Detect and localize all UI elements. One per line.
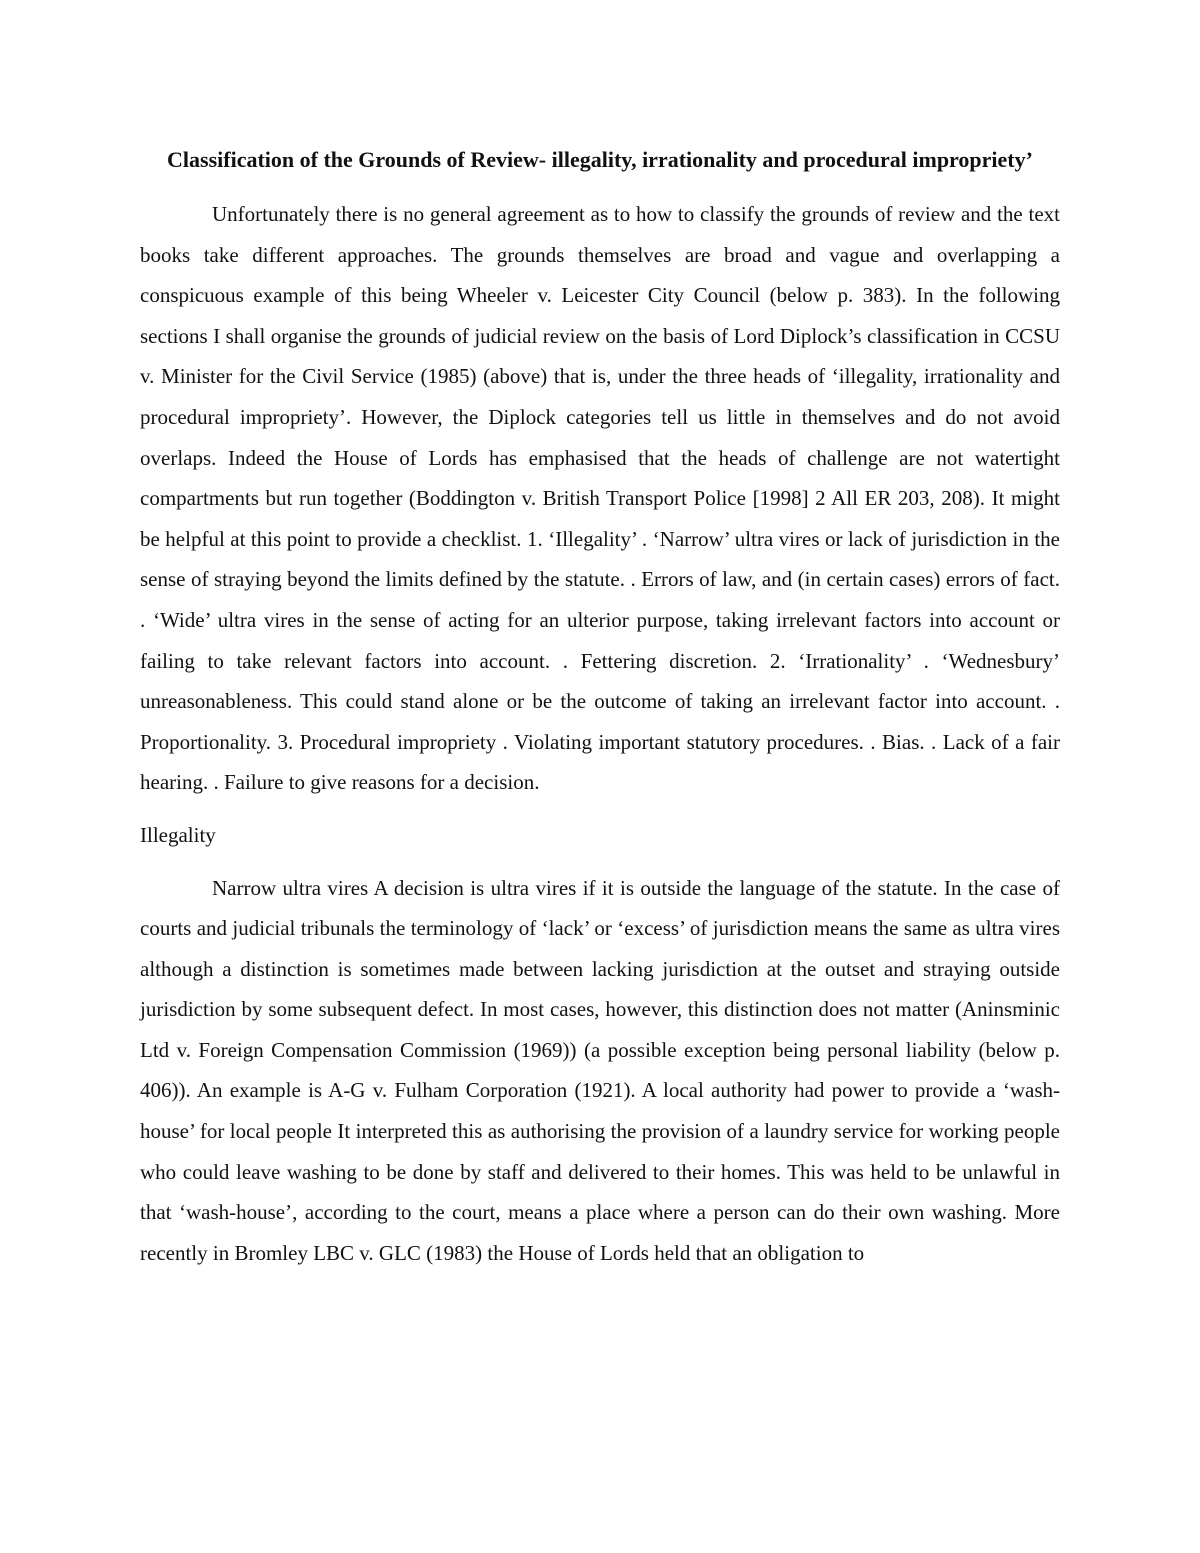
- document-title: Classification of the Grounds of Review- illegality, irrationality and procedural impropriety’: [167, 147, 1033, 172]
- document-page: [140, 138, 1060, 1273]
- intro-paragraph: Unfortunately there is no general agreement as to how to classify the grounds of review and the text books take different approaches. The grounds themselves are broad and vague and overlapping a conspicuous example of this being Wheeler v. Leicester City Council (below p. 383). In the following sections I shall organise the grounds of judicial review on the basis of Lord Diplock’s classification in CCSU v. Minister for the Civil Service (1985) (above) that is, under the three heads of ‘illegality, irrationality and procedural impropriety’. However, the Diplock categories tell us little in themselves and do not avoid overlaps. Indeed the House of Lords has emphasised that the heads of challenge are not watertight compartments but run together (Boddington v. British Transport Police [1998] 2 All ER 203, 208). It might be helpful at this point to provide a checklist. 1. ‘Illegality’ . ‘Narrow’ ultra vires or lack of jurisdiction in the sense of straying beyond the limits defined by the statute. . Errors of law, and (in certain cases) errors of fact. . ‘Wide’ ultra vires in the sense of acting for an ulterior purpose, taking irrelevant factors into account or failing to take relevant factors into account. . Fettering discretion. 2. ‘Irrationality’ . ‘Wednesbury’ unreasonableness. This could stand alone or be the outcome of taking an irrelevant factor into account. . Proportionality. 3. Procedural impropriety . Violating important statutory procedures. . Bias. . Lack of a fair hearing. . Failure to give reasons for a decision.: [140, 202, 1060, 795]
- section-paragraph: Narrow ultra vires A decision is ultra vires if it is outside the language of the statute. In the case of courts and judicial tribunals the terminology of ‘lack’ or ‘excess’ of jurisdiction means the same as ultra vires although a distinction is sometimes made between lacking jurisdiction at the outset and straying outside jurisdiction by some subsequent defect. In most cases, however, this distinction does not matter (Aninsminic Ltd v. Foreign Compensation Commission (1969)) (a possible exception being personal liability (below p. 406)). An example is A-G v. Fulham Corporation (1921). A local authority had power to provide a ‘wash-house’ for local people It interpreted this as authorising the provision of a laundry service for working people who could leave washing to be done by staff and delivered to their homes. This was held to be unlawful in that ‘wash-house’, according to the court, means a place where a person can do their own washing. More recently in Bromley LBC v. GLC (1983) the House of Lords held that an obligation to: [140, 875, 1060, 1265]
- section-heading: Illegality: [140, 822, 216, 847]
